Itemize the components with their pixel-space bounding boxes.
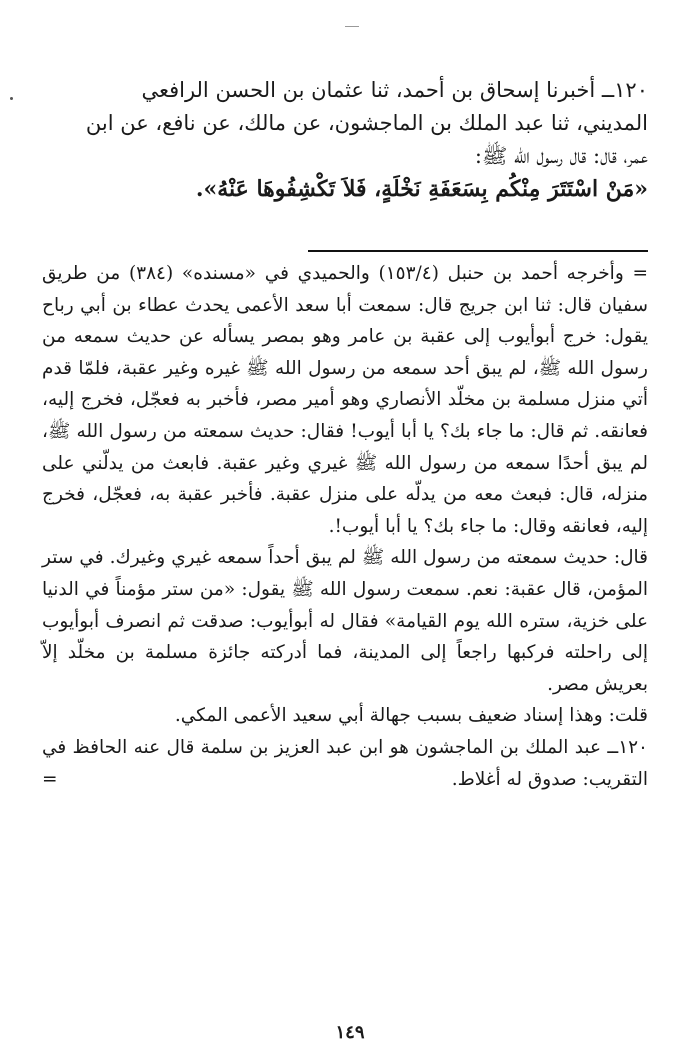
hadith-quote: «مَنْ اسْتَتَرَ مِنْكُم بِسَعَفَةِ نَخْلَةٍ، فَلاَ تَكْشِفُوهَا عَنْهُ». xyxy=(195,176,648,202)
hadith-text xyxy=(42,74,648,206)
footnote-paragraph xyxy=(42,732,648,795)
footnote-text: ١٢٠ــ عبد الملك بن الماجشون هو ابن عبد العزيز بن سلمة قال عنه الحافظ في التقريب: صدوق له أغلاط. xyxy=(42,736,648,790)
continuation-mark: = xyxy=(42,768,58,790)
footnote-divider xyxy=(308,250,648,252)
hadith-line: عمر، قال: قال رسول الله ﷺ: xyxy=(474,144,648,168)
top-mark xyxy=(345,26,359,27)
hadith-line: ١٢٠ــ أخبرنا إسحاق بن أحمد، ثنا عثمان بن الحسن الرافعي xyxy=(141,78,648,102)
page-number: ١٤٩ xyxy=(335,1022,365,1043)
footnote-paragraph: قال: حديث سمعته من رسول الله ﷺ لم يبق أحداً سمعه غيري وغيرك. في ستر المؤمن، قال عقبة: نعم. سمعت رسول الله ﷺ يقول: «من ستر مؤمناً في الدنيا على خزية، ستره الله يوم القيامة» فقال له أبوأيوب: صدقت ثم انصرف أبوأيوب إلى راحلته فركبها راجعاً إلى المدينة، فما أدركته جائزة مسلمة بن مخلّد إلاّ بعريش مصر. xyxy=(42,547,648,695)
footnote-paragraph: = وأخرجه أحمد بن حنبل (١٥٣/٤) والحميدي في «مسنده» (٣٨٤) من طريق سفيان قال: ثنا ابن جريج قال: سمعت أبا سعد الأعمى يحدث عطاء بن أبي رباح يقول: خرج أبوأيوب إلى عقبة بن عامر وهو بمصر يسأله عن حديث سمعه من رسول الله ﷺ، لم يبق أحد سمعه من رسول الله ﷺ غيره وغير عقبة، فلمّا قدم أتي منزل مسلمة بن مخلّد الأنصاري وهو أمير مصر، فأخبر به فعجّل، فخرج إليه، فعانقه. ثم قال: ما جاء بك؟ يا أبا أيوب! فقال: حديث سمعته من رسول الله ﷺ، لم يبق أحدًا سمعه من رسول الله ﷺ غيري وغير عقبة. فابعث من يدلّني على منزله، قال: فبعث معه من يدلّه على منزل عقبة. فأخبر عقبة به، فعجّل، فخرج إليه، فعانقه وقال: ما جاء بك؟ يا أبا أيوب!. xyxy=(42,263,648,537)
footnotes xyxy=(42,258,648,795)
hadith-line: المديني، ثنا عبد الملك بن الماجشون، عن مالك، عن نافع، عن ابن xyxy=(85,111,648,135)
margin-dot xyxy=(10,97,13,100)
footnote-paragraph: قلت: وهذا إسناد ضعيف بسبب جهالة أبي سعيد الأعمى المكي. xyxy=(174,705,648,727)
